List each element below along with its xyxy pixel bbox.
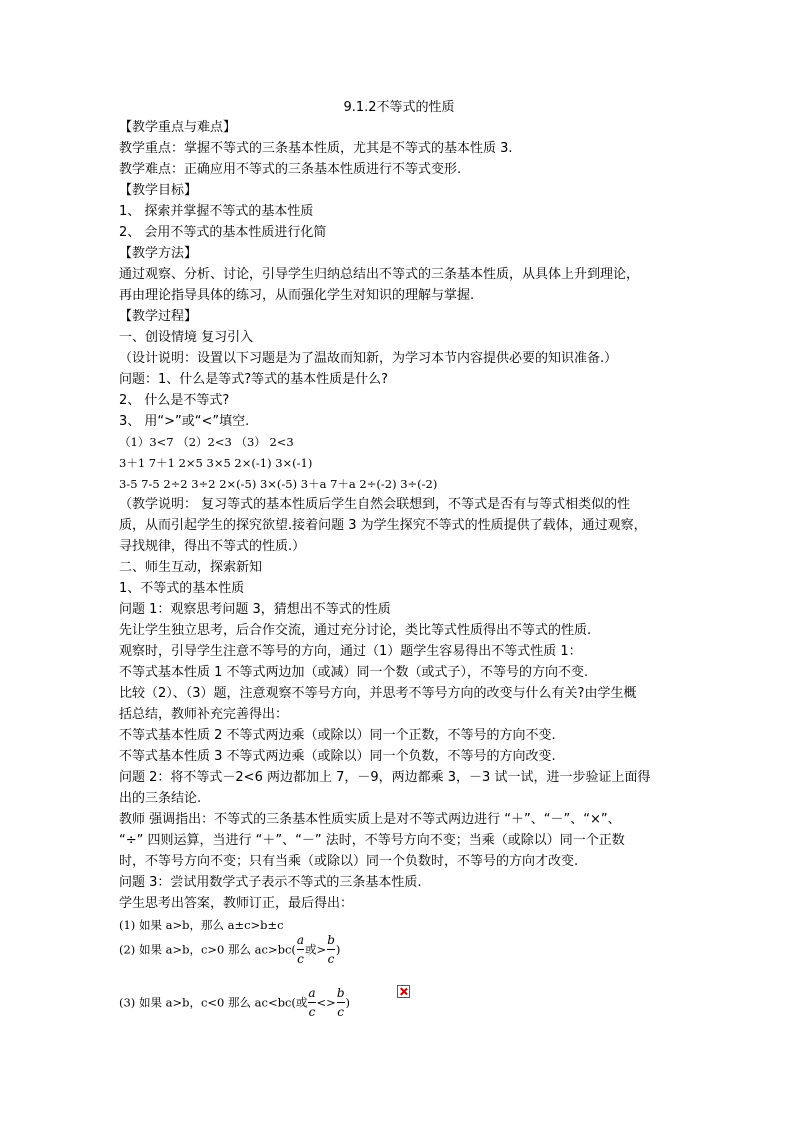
text-line: 3、 用“>”或“<”填空. — [119, 414, 250, 429]
fraction — [327, 932, 335, 967]
text-line: 1、 探索并掌握不等式的基本性质 — [119, 204, 314, 219]
text-line: 先让学生独立思考，后合作交流，通过充分讨论，类比等式性质得出不等式的性质. — [119, 623, 592, 638]
text-line: 一、创设情境 复习引入 — [119, 330, 254, 345]
text-line: 2、 会用不等式的基本性质进行化简 — [119, 225, 327, 240]
formula-property-1: (1) 如果 a>b，那么 a±c>b±c — [119, 918, 284, 932]
fraction-numerator: a — [296, 933, 305, 947]
formula-text: 或> — [305, 942, 327, 957]
exercise-line: 3-5 7-5 2÷2 3÷2 2×(-5) 3×(-5) 3＋a 7＋a 2÷(-2) 3÷(-2) — [119, 477, 438, 491]
fraction-bar — [308, 1002, 315, 1003]
fraction-denominator: c — [327, 952, 335, 966]
formula-text: (3) 如果 a>b，c<0 那么 ac<bc(或 — [119, 995, 308, 1010]
fraction — [337, 985, 345, 1020]
text-line: 观察时，引导学生注意不等号的方向，通过（1）题学生容易得出不等式性质 1： — [119, 644, 582, 659]
text-line: 教师 强调指出：不等式的三条基本性质实质上是对不等式两边进行 “＋”、“－”、“×”、 — [119, 812, 621, 827]
fraction-numerator: b — [327, 933, 335, 947]
fraction-denominator: c — [308, 1005, 316, 1019]
text-line: 二、师生互动，探索新知 — [119, 560, 263, 575]
text-line: 时，不等号方向不变；只有当乘（或除以）同一个负数时，不等号的方向才改变. — [119, 854, 579, 869]
text-line: 问题：1、什么是等式?等式的基本性质是什么? — [119, 372, 389, 387]
formula-property-3 — [119, 985, 350, 1020]
text-line: 教学难点：正确应用不等式的三条基本性质进行不等式变形. — [119, 162, 462, 177]
text-line: 问题 1：观察思考问题 3，猜想出不等式的性质 — [119, 602, 391, 617]
fraction-numerator: a — [308, 986, 316, 1000]
formula-property-2 — [119, 932, 340, 967]
formula-text: <> — [316, 995, 336, 1010]
text-line: 质，从而引起学生的探究欲望.接着问题 3 为学生探究不等式的性质提供了载体，通过观察， — [119, 518, 647, 533]
text-line: 括总结，教师补充完善得出： — [119, 707, 289, 722]
text-line: 再由理论指导具体的练习，从而强化学生对知识的理解与掌握. — [119, 288, 475, 303]
exercise-line: 3＋1 7＋1 2×5 3×5 2×(-1) 3×(-1) — [119, 456, 313, 470]
text-line: 问题 3：尝试用数学式子表示不等式的三条基本性质. — [119, 875, 422, 890]
text-line: 不等式基本性质 2 不等式两边乘（或除以）同一个正数，不等号的方向不变. — [119, 728, 556, 743]
text-line: 2、 什么是不等式? — [119, 393, 230, 408]
fraction-bar — [297, 949, 304, 950]
exercise-line: （1）3<7 （2）2<3 （3） 2<3 — [119, 435, 294, 449]
formula-text: ) — [335, 942, 341, 957]
fraction-denominator: c — [337, 1005, 345, 1019]
section-heading-objectives: 【教学目标】 — [119, 183, 198, 198]
fraction-denominator: c — [297, 952, 304, 966]
text-line: 比较（2）、（3）题，注意观察不等号方向，并思考不等号方向的改变与什么有关?由学生概 — [119, 686, 637, 701]
section-heading-process: 【教学过程】 — [119, 309, 198, 324]
text-line: 1、不等式的基本性质 — [119, 581, 245, 596]
text-line: 寻找规律，得出不等式的性质.） — [119, 539, 306, 554]
text-line: 学生思考出答案，教师订正，最后得出： — [119, 896, 354, 911]
text-line: 通过观察、分析、讨论，引导学生归纳总结出不等式的三条基本性质，从具体上升到理论， — [119, 267, 640, 282]
text-line: 教学重点：掌握不等式的三条基本性质，尤其是不等式的基本性质 3. — [119, 141, 513, 156]
fraction-numerator: b — [336, 986, 345, 1000]
formula-text: ) — [345, 995, 351, 1010]
fraction — [308, 985, 315, 1020]
fraction — [297, 932, 304, 967]
section-heading-key-points: 【教学重点与难点】 — [119, 120, 237, 135]
text-line: “÷” 四则运算，当进行 “＋”、“－” 法时，不等号方向不变；当乘（或除以）同一个正数 — [119, 833, 625, 848]
text-line: （设计说明：设置以下习题是为了温故而知新，为学习本节内容提供必要的知识准备.） — [119, 351, 618, 366]
fraction-bar — [337, 1002, 345, 1003]
text-line: 不等式基本性质 3 不等式两边乘（或除以）同一个负数，不等号的方向改变. — [119, 749, 556, 764]
section-heading-methods: 【教学方法】 — [119, 246, 198, 261]
document-title: 9.1.2不等式的性质 — [343, 100, 455, 115]
formula-text: (2) 如果 a>b，c>0 那么 ac>bc( — [119, 942, 296, 957]
text-line: 不等式基本性质 1 不等式两边加（或减）同一个数（或式子），不等号的方向不变. — [119, 665, 589, 680]
text-line: 问题 2：将不等式－2<6 两边都加上 7，－9，两边都乘 3，－3 试一试，进一步验证上面得 — [119, 770, 651, 785]
text-line: （教学说明： 复习等式的基本性质后学生自然会联想到，不等式是否有与等式相类似的性 — [119, 497, 631, 512]
text-line: 出的三条结论. — [119, 791, 202, 806]
broken-image-icon — [397, 985, 410, 998]
fraction-bar — [327, 949, 335, 950]
